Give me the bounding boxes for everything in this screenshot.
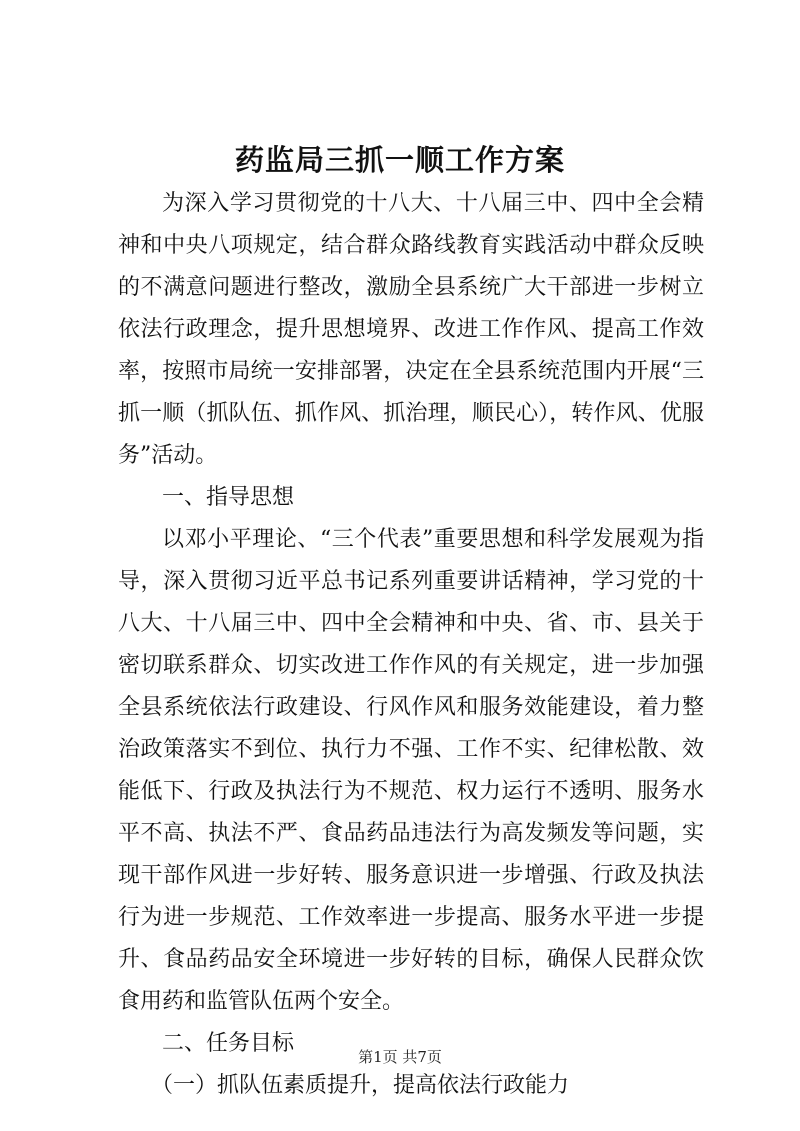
- section-heading-task-goals: 二、任务目标: [162, 1031, 295, 1056]
- subsection-heading-team-quality: （一）抓队伍素质提升，提高依法行政能力: [151, 1073, 570, 1098]
- intro-paragraph: 为深入学习贯彻党的十八大、十八届三中、四中全会精神和中央八项规定，结合群众路线教育实践活动中群众反映的不满意问题进行整改，激励全县系统广大干部进一步树立依法行政理念，提升思想境界、改进工作作风、提高工作效率，按照市局统一安排部署，决定在全县系统范围内开展“三抓一顺（抓队伍、抓作风、抓治理，顺民心），转作风、优服务”活动。: [118, 191, 704, 468]
- guiding-ideology-paragraph: 以邓小平理论、“三个代表”重要思想和科学发展观为指导，深入贯彻习近平总书记系列重要讲话精神，学习党的十八大、十八届三中、四中全会精神和中央、省、市、县关于密切联系群众、切实改进工作作风的有关规定，进一步加强全县系统依法行政建设、行风作风和服务效能建设，着力整治政策落实不到位、执行力不强、工作不实、纪律松散、效能低下、行政及执法行为不规范、权力运行不透明、服务水平不高、执法不严、食品药品违法行为高发频发等问题，实现干部作风进一步好转、服务意识进一步增强、行政及执法行为进一步规范、工作效率进一步提高、服务水平进一步提升、食品药品安全环境进一步好转的目标，确保人民群众饮食用药和监管队伍两个安全。: [118, 527, 704, 1014]
- document-title: 药监局三抓一顺工作方案: [234, 143, 565, 177]
- page-footer: 第1页 共7页: [358, 1048, 442, 1066]
- section-heading-guiding-ideology: 一、指导思想: [162, 485, 295, 510]
- document-body: [118, 183, 704, 1107]
